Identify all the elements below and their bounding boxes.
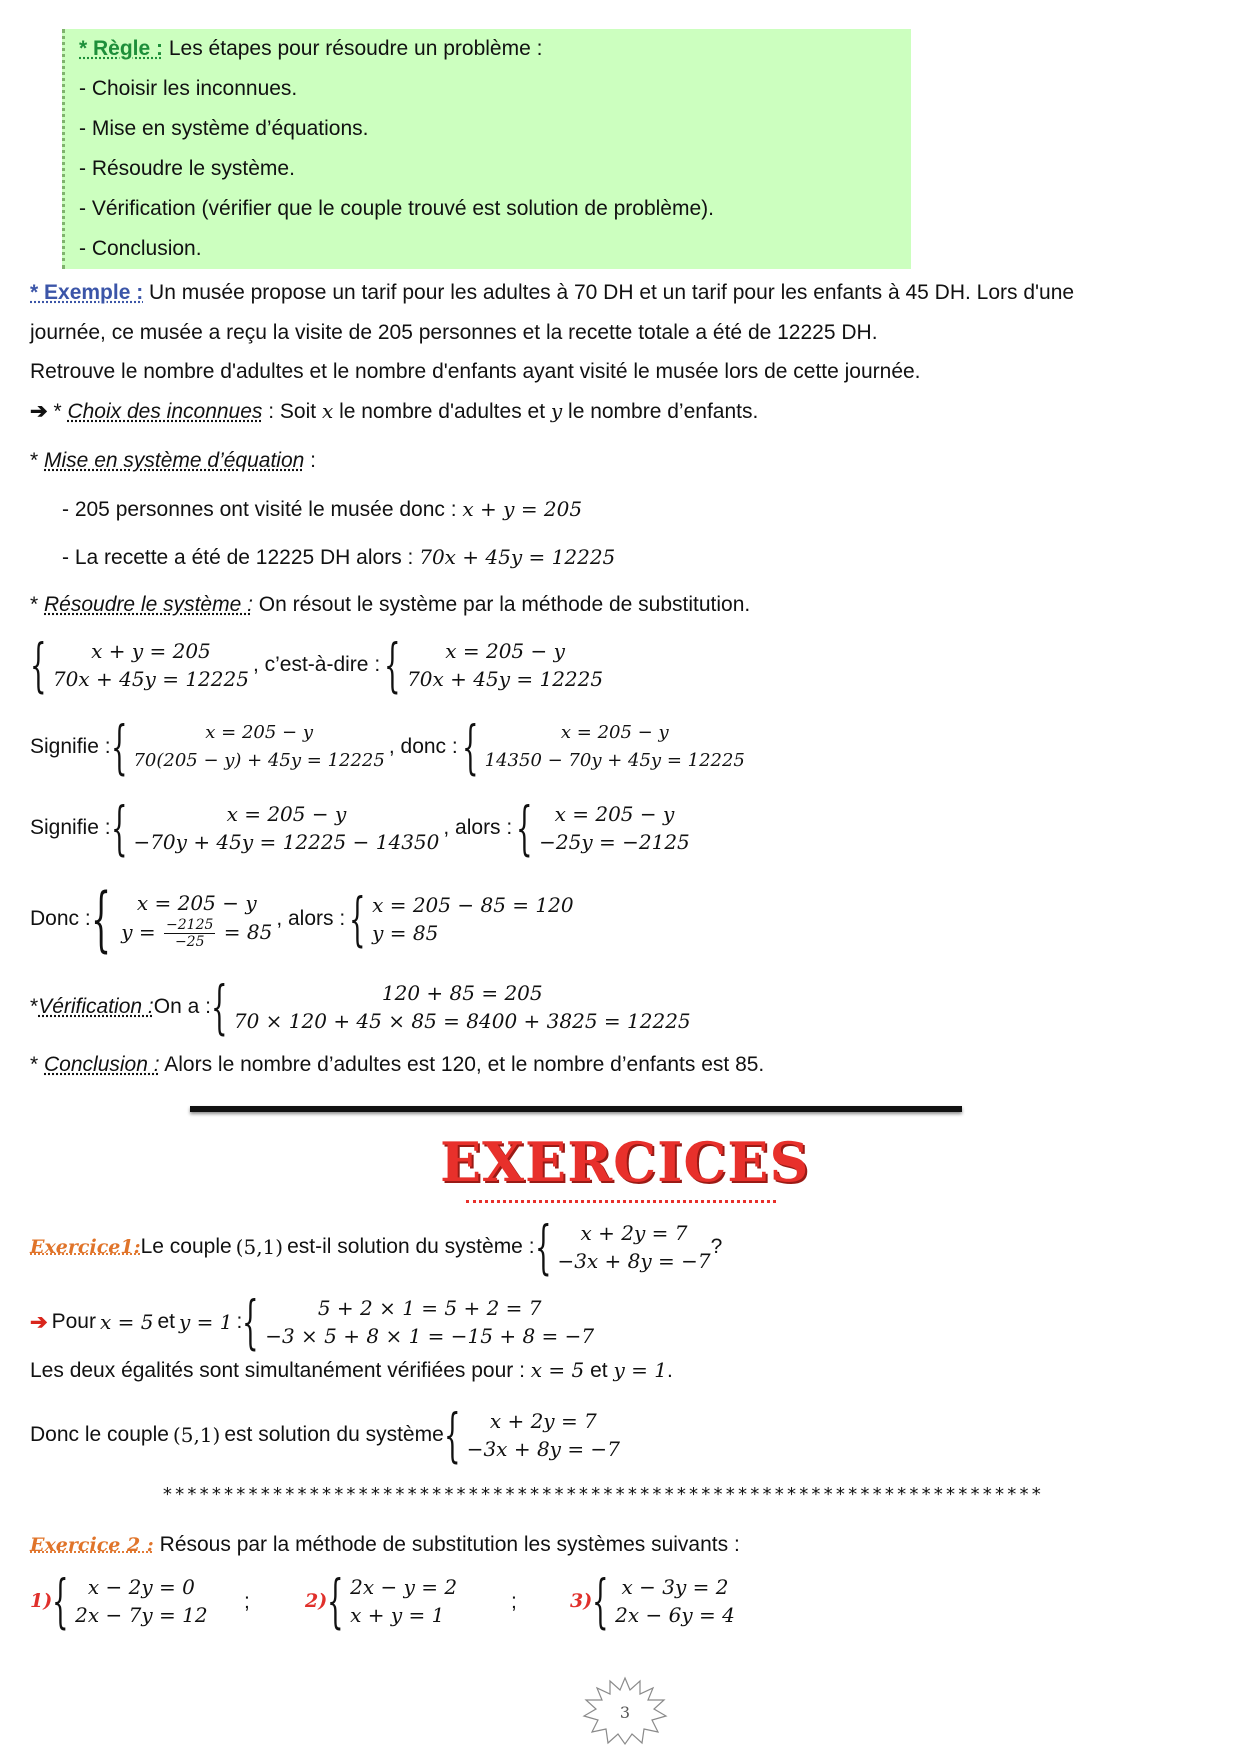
- eq: x + y = 205: [91, 639, 211, 663]
- res-star: *: [30, 593, 45, 616]
- cad-text: , c’est-à-dire :: [252, 653, 381, 676]
- system-3: [133, 719, 384, 775]
- system-9: [234, 979, 691, 1035]
- system-6: [539, 800, 690, 856]
- exercices-title: EXERCICES: [440, 1130, 810, 1194]
- eq: x + y = 1: [350, 1603, 445, 1627]
- example-line-1: [30, 281, 1074, 305]
- brace-icon: {: [327, 1567, 344, 1635]
- rule-step-1: - Choisir les inconnues.: [79, 77, 298, 100]
- rule-step-3: - Résoudre le système.: [79, 157, 295, 180]
- eq: 14350 − 70y + 45y = 12225: [484, 750, 745, 771]
- brace-icon: {: [242, 1288, 259, 1356]
- eq: 120 + 85 = 205: [381, 981, 543, 1005]
- ex2-label: Exercice 2 :: [30, 1534, 154, 1556]
- eq-part: y =: [121, 919, 163, 944]
- eq: x = 205 − y: [226, 802, 347, 826]
- denominator: −25: [174, 933, 205, 950]
- title-underline: [466, 1200, 776, 1203]
- system-row-3: [30, 794, 690, 862]
- mise-heading: [30, 449, 316, 473]
- ex2-num-2: 2): [305, 1590, 328, 1612]
- stars-divider: ************************************************************************: [162, 1484, 1044, 1505]
- eq: 70x + 45y = 12225: [52, 667, 249, 691]
- system-5: [133, 800, 439, 856]
- conclusion-line: [30, 1053, 764, 1077]
- eq: x = 205 − 85 = 120: [372, 893, 574, 917]
- brace-icon: {: [110, 713, 128, 781]
- eq: x − 3y = 2: [621, 1575, 729, 1599]
- brace-icon: {: [110, 794, 128, 862]
- choix-label: Choix des inconnues: [67, 400, 263, 423]
- ex1-couple: (5,1): [235, 1235, 284, 1259]
- eq: x = 205 − y: [136, 890, 257, 915]
- arrow-icon: ➔: [30, 1310, 48, 1334]
- ex1-text-2: est-il solution du système :: [287, 1235, 535, 1258]
- x-value: x = 5: [530, 1358, 585, 1382]
- system-row-2: [30, 713, 745, 781]
- choix-text-3: le nombre d’enfants.: [562, 400, 759, 423]
- verif-text: On a :: [153, 995, 211, 1018]
- example-label: * Exemple :: [30, 281, 144, 304]
- ex2-system-3: [570, 1567, 735, 1635]
- var-y: y: [550, 399, 563, 423]
- fraction: [164, 917, 215, 950]
- et-text: et: [584, 1359, 614, 1382]
- eq-part: = 85: [217, 919, 273, 944]
- eq: 70x + 45y = 12225: [407, 667, 604, 691]
- ex1-couple: (5,1): [172, 1423, 221, 1447]
- eq: x − 2y = 0: [87, 1575, 195, 1599]
- system-8: [372, 891, 574, 947]
- ex1-pour-row: [30, 1288, 595, 1356]
- system-a: [75, 1573, 207, 1629]
- mise-line-1: [62, 497, 582, 522]
- ex1-l4-text-1: Donc le couple: [30, 1423, 169, 1446]
- brace-icon: {: [30, 631, 47, 699]
- eq: 70 × 120 + 45 × 85 = 8400 + 3825 = 12225: [233, 1009, 691, 1033]
- eq: x = 205 − y: [445, 639, 565, 663]
- ex1-line-3: [30, 1358, 673, 1383]
- eq: −3x + 8y = −7: [466, 1437, 620, 1461]
- res-label: Résoudre le système :: [44, 593, 253, 616]
- verif-label: Vérification :: [38, 995, 154, 1018]
- dot: .: [666, 1359, 673, 1382]
- brace-icon: {: [384, 631, 401, 699]
- ex1-verify-system: [265, 1294, 594, 1350]
- eq: −3x + 8y = −7: [557, 1249, 711, 1273]
- alors-text: , alors :: [443, 816, 513, 839]
- mise-colon: :: [304, 449, 316, 472]
- var-x: x: [321, 399, 334, 423]
- ex2-text: Résous par la méthode de substitution les systèmes suivants :: [153, 1533, 740, 1556]
- signifie-text: Signifie :: [30, 735, 111, 758]
- ex1-text-1: Le couple: [140, 1235, 232, 1258]
- system-1: [53, 637, 249, 693]
- arrow-icon: ➔: [30, 400, 48, 423]
- brace-icon: {: [592, 1567, 609, 1635]
- choix-text-1: : Soit: [262, 400, 322, 423]
- concl-text: Alors le nombre d’adultes est 120, et le nombre d’enfants est 85.: [159, 1053, 765, 1076]
- pour-text: Pour: [51, 1310, 96, 1333]
- ex1-label: Exercice1:: [30, 1236, 141, 1258]
- eq: 2x − 7y = 12: [75, 1603, 208, 1627]
- brace-icon: {: [210, 973, 228, 1041]
- resoudre-heading: [30, 593, 750, 617]
- choix-star: *: [47, 400, 68, 423]
- system-2: [407, 637, 603, 693]
- brace-icon: {: [90, 878, 111, 960]
- eq: y = 85: [372, 921, 439, 945]
- et-text: et: [157, 1310, 175, 1333]
- choix-line: [30, 399, 758, 424]
- eq: x + 2y = 7: [580, 1221, 688, 1245]
- eq-fraction: [121, 917, 272, 950]
- semicolon-2: ;: [511, 1590, 517, 1613]
- ex1-qmark: ?: [710, 1235, 723, 1258]
- brace-icon: {: [534, 1213, 552, 1281]
- mise-text-2: - La recette a été de 12225 DH alors :: [62, 546, 420, 569]
- mise-eq-2: 70x + 45y = 12225: [419, 545, 616, 569]
- ex2-system-1: [30, 1567, 208, 1635]
- eq: 2x − 6y = 4: [615, 1603, 735, 1627]
- example-line-2: journée, ce musée a reçu la visite de 205 personnes et la recette totale a été de 12225 DH.: [30, 321, 878, 344]
- system-4: [485, 719, 745, 775]
- alors-text: , alors :: [276, 907, 346, 930]
- eq: 2x − y = 2: [350, 1575, 458, 1599]
- rule-step-4: - Vérification (vérifier que le couple trouvé est solution de problème).: [79, 197, 714, 220]
- concl-star: *: [30, 1053, 45, 1076]
- ex2-num-1: 1): [30, 1590, 53, 1612]
- eq: x = 205 − y: [205, 722, 314, 743]
- y-value: y = 1: [613, 1358, 667, 1382]
- ex1-line-4: [30, 1401, 620, 1469]
- ex1-system-2: [467, 1407, 620, 1463]
- eq: x = 205 − y: [554, 802, 675, 826]
- brace-icon: {: [349, 885, 366, 953]
- mise-star: *: [30, 449, 45, 472]
- eq: x = 205 − y: [560, 722, 669, 743]
- eq: −70y + 45y = 12225 − 14350: [133, 830, 440, 854]
- rule-step-2: - Mise en système d’équations.: [79, 117, 369, 140]
- page-number: 3: [619, 1703, 631, 1722]
- colon-text: :: [236, 1310, 243, 1333]
- rule-intro: Les étapes pour résoudre un problème :: [163, 37, 543, 60]
- mise-eq-1: x + y = 205: [462, 497, 583, 521]
- donc-text: , donc :: [388, 735, 458, 758]
- eq: −3 × 5 + 8 × 1 = −15 + 8 = −7: [265, 1324, 595, 1348]
- example-line-3: Retrouve le nombre d'adultes et le nombre d'enfants ayant visité le musée lors de cette journée.: [30, 360, 921, 383]
- system-row-4: [30, 878, 574, 960]
- ex2-system-2: [305, 1567, 458, 1635]
- rule-heading: [79, 37, 542, 61]
- brace-icon: {: [516, 794, 533, 862]
- ex2-line: [30, 1533, 740, 1557]
- ex1-question: [30, 1213, 723, 1281]
- eq: x + 2y = 7: [489, 1409, 597, 1433]
- signifie-text: Signifie :: [30, 816, 111, 839]
- verif-star: *: [30, 995, 39, 1018]
- numerator: −2125: [166, 916, 214, 933]
- mise-text-1: - 205 personnes ont visité le musée donc :: [62, 498, 463, 521]
- rule-label: * Règle :: [79, 37, 164, 60]
- system-c: [615, 1573, 735, 1629]
- ex1-l4-text-2: est solution du système: [224, 1423, 444, 1446]
- donc-label: Donc :: [30, 907, 91, 930]
- separator: [190, 1106, 962, 1112]
- y-value: y = 1: [178, 1310, 233, 1334]
- mise-label: Mise en système d’équation: [44, 449, 305, 472]
- rule-box: [62, 29, 911, 269]
- concl-label: Conclusion :: [44, 1053, 160, 1076]
- brace-icon: {: [443, 1401, 461, 1469]
- example-text-1: Un musée propose un tarif pour les adultes à 70 DH et un tarif pour les enfants à 45 DH. Lors d'une: [143, 281, 1075, 304]
- rule-step-5: - Conclusion.: [79, 237, 202, 260]
- eq: −25y = −2125: [539, 830, 690, 854]
- brace-icon: {: [461, 713, 479, 781]
- choix-text-2: le nombre d'adultes et: [333, 400, 551, 423]
- brace-icon: {: [52, 1567, 69, 1635]
- res-text: On résout le système par la méthode de substitution.: [252, 593, 751, 616]
- system-row-1: [30, 631, 604, 699]
- eq: 5 + 2 × 1 = 5 + 2 = 7: [317, 1296, 542, 1320]
- eq: 70(205 − y) + 45y = 12225: [133, 750, 385, 771]
- ex2-num-3: 3): [570, 1590, 593, 1612]
- ex1-l3-text: Les deux égalités sont simultanément vérifiées pour :: [30, 1359, 531, 1382]
- page-number-badge: [580, 1676, 670, 1746]
- system-b: [350, 1573, 457, 1629]
- ex1-system: [557, 1219, 710, 1275]
- semicolon-1: ;: [244, 1590, 250, 1613]
- x-value: x = 5: [99, 1310, 154, 1334]
- system-7: [121, 889, 272, 950]
- mise-line-2: [62, 545, 615, 570]
- verification-row: [30, 973, 691, 1041]
